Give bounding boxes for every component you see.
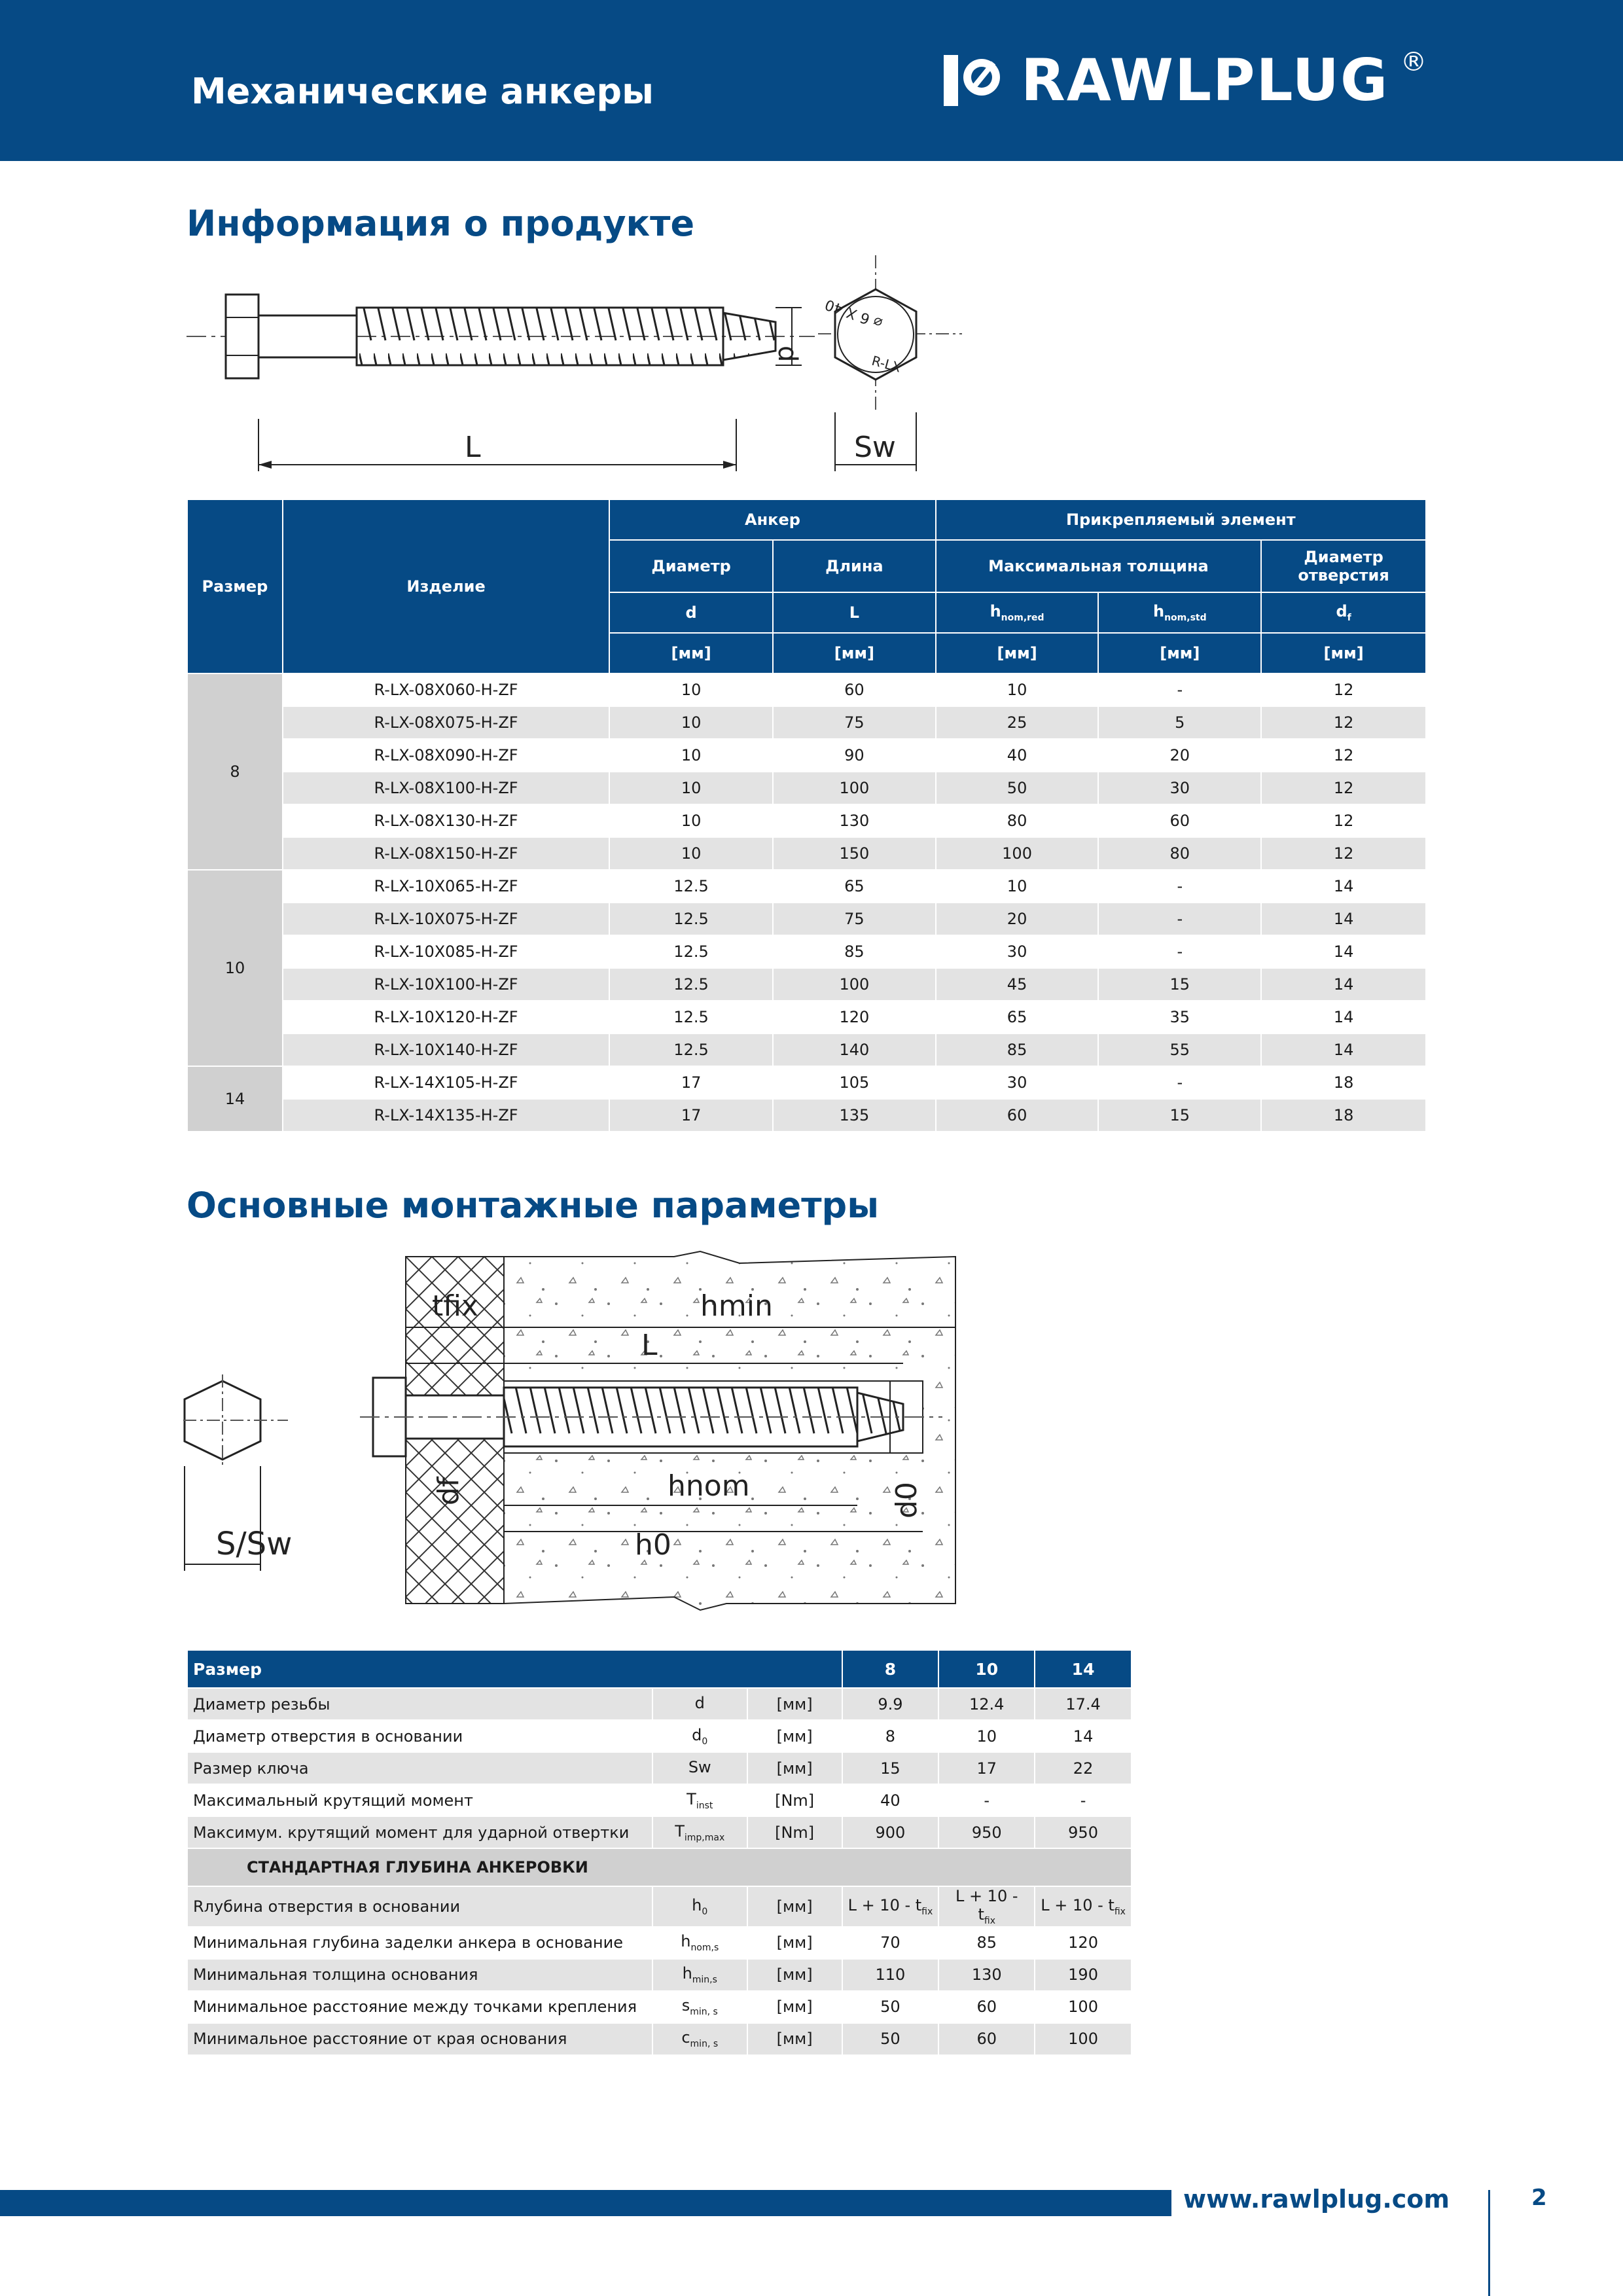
value-cell: - [1098, 903, 1261, 935]
t2-header-size: Размер [187, 1650, 842, 1688]
sym-df: $d_f$ [1261, 592, 1426, 633]
table-row [187, 1688, 1132, 1720]
item-code-cell: R-LX-10X065-H-ZF [283, 870, 609, 903]
value-cell: 17.4 [1035, 1688, 1132, 1720]
value-cell: - [1035, 1784, 1132, 1816]
value-cell: 30 [1098, 772, 1261, 804]
dim-d-label: d [772, 346, 802, 363]
item-code-cell: R-LX-14X135-H-ZF [283, 1099, 609, 1132]
anchor-head-top-view-diagram [818, 249, 975, 484]
t2-header-size-14: 14 [1035, 1650, 1132, 1688]
col-header-length: Длина [773, 540, 936, 592]
value-cell: $L + 10 - t_{fix}$ [842, 1886, 939, 1927]
value-cell: 85 [936, 1033, 1099, 1066]
value-cell: 30 [936, 935, 1099, 968]
value-cell: 60 [938, 1991, 1035, 2023]
param-symbol: d [652, 1688, 747, 1720]
param-symbol: $s_{min, s}$ [652, 1991, 747, 2023]
t2-header-size-8: 8 [842, 1650, 939, 1688]
section-title-installation: Основные монтажные параметры [187, 1185, 880, 1226]
value-cell: 12.5 [609, 968, 773, 1001]
table-row [187, 1752, 1132, 1784]
section-title-product-info: Информация о продукте [187, 203, 695, 244]
value-cell: 10 [609, 837, 773, 870]
value-cell: - [1098, 673, 1261, 706]
table-row [187, 1033, 1426, 1066]
col-header-size: Размер [187, 499, 283, 673]
param-unit: [мм] [747, 1991, 842, 2023]
unit: [мм] [936, 633, 1099, 673]
value-cell: 140 [773, 1033, 936, 1066]
value-cell: 18 [1261, 1066, 1426, 1099]
param-label: Минимальная толщина основания [187, 1959, 652, 1991]
footer-bar [0, 2190, 1171, 2216]
param-unit: [Nm] [747, 1784, 842, 1816]
value-cell: - [1098, 870, 1261, 903]
registered-mark: ® [1400, 47, 1427, 77]
value-cell: 85 [773, 935, 936, 968]
value-cell: 30 [936, 1066, 1099, 1099]
size-cell: 10 [187, 870, 283, 1066]
value-cell: 17 [609, 1066, 773, 1099]
value-cell: 35 [1098, 1001, 1261, 1033]
sym-L: L [773, 592, 936, 633]
product-table [187, 499, 1427, 1132]
item-code-cell: R-LX-08X100-H-ZF [283, 772, 609, 804]
value-cell: 14 [1261, 903, 1426, 935]
sym-d: d [609, 592, 773, 633]
value-cell: 60 [938, 2023, 1035, 2055]
value-cell: 12.4 [938, 1688, 1035, 1720]
value-cell: 14 [1261, 1001, 1426, 1033]
value-cell: 12.5 [609, 935, 773, 968]
size-cell: 8 [187, 673, 283, 870]
table-row [187, 837, 1426, 870]
param-symbol: $c_{min, s}$ [652, 2023, 747, 2055]
installation-parameters-table [187, 1649, 1132, 2056]
table-row [187, 968, 1426, 1001]
value-cell: 50 [842, 1991, 939, 2023]
value-cell: - [1098, 935, 1261, 968]
param-label: Максимум. крутящий момент для ударной отвертки [187, 1816, 652, 1848]
table-row [187, 739, 1426, 772]
t2-header-size-10: 10 [938, 1650, 1035, 1688]
value-cell: 55 [1098, 1033, 1261, 1066]
value-cell: 9.9 [842, 1688, 939, 1720]
sym-hnomstd: $h_{nom,std}$ [1098, 592, 1261, 633]
subheader-row [187, 1848, 1132, 1886]
dim-hmin-label: hmin [700, 1289, 773, 1323]
value-cell: 120 [773, 1001, 936, 1033]
sym-hnomred: $h_{nom,red}$ [936, 592, 1099, 633]
value-cell: 100 [773, 772, 936, 804]
value-cell: 10 [609, 804, 773, 837]
table-row [187, 1816, 1132, 1848]
value-cell: 25 [936, 706, 1099, 739]
value-cell: 12 [1261, 739, 1426, 772]
unit: [мм] [1261, 633, 1426, 673]
value-cell: 45 [936, 968, 1099, 1001]
value-cell: 130 [773, 804, 936, 837]
value-cell: 12 [1261, 837, 1426, 870]
table-row [187, 772, 1426, 804]
value-cell: 65 [936, 1001, 1099, 1033]
param-unit: [мм] [747, 2023, 842, 2055]
table-row [187, 1991, 1132, 2023]
value-cell: 190 [1035, 1959, 1132, 1991]
value-cell: 900 [842, 1816, 939, 1848]
param-symbol: $d_0$ [652, 1720, 747, 1752]
page-number: 2 [1531, 2185, 1547, 2211]
table-row [187, 870, 1426, 903]
value-cell: 12.5 [609, 870, 773, 903]
param-unit: [мм] [747, 1752, 842, 1784]
value-cell: 20 [1098, 739, 1261, 772]
value-cell: - [938, 1784, 1035, 1816]
value-cell: 105 [773, 1066, 936, 1099]
value-cell: 12 [1261, 772, 1426, 804]
value-cell: 18 [1261, 1099, 1426, 1132]
param-symbol: $T_{inst}$ [652, 1784, 747, 1816]
param-label: Размер ключа [187, 1752, 652, 1784]
table-row [187, 935, 1426, 968]
value-cell: 10 [936, 673, 1099, 706]
value-cell: 50 [936, 772, 1099, 804]
value-cell: 10 [609, 772, 773, 804]
rawlplug-mark-icon [942, 54, 1008, 107]
col-header-item: Изделие [283, 499, 609, 673]
dim-hnom-label: hnom [668, 1469, 750, 1503]
param-unit: [мм] [747, 1688, 842, 1720]
value-cell: 150 [773, 837, 936, 870]
value-cell: 110 [842, 1959, 939, 1991]
page-header [0, 0, 1623, 161]
value-cell: 12.5 [609, 903, 773, 935]
value-cell: 60 [936, 1099, 1099, 1132]
value-cell: 40 [842, 1784, 939, 1816]
value-cell: $L + 10 - t_{fix}$ [1035, 1886, 1132, 1927]
param-symbol: $h_{nom,s}$ [652, 1927, 747, 1959]
unit: [мм] [773, 633, 936, 673]
value-cell: 15 [1098, 968, 1261, 1001]
table-row [187, 1927, 1132, 1959]
header-title: Механические анкеры [191, 71, 654, 112]
value-cell: 75 [773, 706, 936, 739]
value-cell: 100 [1035, 1991, 1132, 2023]
value-cell: 14 [1261, 1033, 1426, 1066]
value-cell: 20 [936, 903, 1099, 935]
param-label: Диаметр отверстия в основании [187, 1720, 652, 1752]
param-symbol: $h_{min,s}$ [652, 1959, 747, 1991]
item-code-cell: R-LX-10X075-H-ZF [283, 903, 609, 935]
item-code-cell: R-LX-10X120-H-ZF [283, 1001, 609, 1033]
table-row [187, 1066, 1426, 1099]
size-cell: 14 [187, 1066, 283, 1132]
table-row [187, 1099, 1426, 1132]
table-row [187, 1001, 1426, 1033]
table-row [187, 706, 1426, 739]
value-cell: 12 [1261, 706, 1426, 739]
value-cell: 10 [609, 706, 773, 739]
item-code-cell: R-LX-08X150-H-ZF [283, 837, 609, 870]
unit: [мм] [609, 633, 773, 673]
value-cell: 14 [1261, 935, 1426, 968]
head-marking-name: R-LX [870, 352, 903, 376]
value-cell: 80 [936, 804, 1099, 837]
value-cell: 70 [842, 1927, 939, 1959]
value-cell: 14 [1035, 1720, 1132, 1752]
param-unit: [Nm] [747, 1816, 842, 1848]
table-row [187, 1784, 1132, 1816]
value-cell: 65 [773, 870, 936, 903]
footer-divider [1488, 2190, 1490, 2296]
dim-L-label: L [641, 1329, 658, 1362]
dim-h0-label: h0 [635, 1528, 671, 1562]
value-cell: 85 [938, 1927, 1035, 1959]
col-header-max-thickness: Максимальная толщина [936, 540, 1261, 592]
item-code-cell: R-LX-10X140-H-ZF [283, 1033, 609, 1066]
param-label: Rлубина отверстия в основании [187, 1886, 652, 1927]
table-row [187, 903, 1426, 935]
value-cell: 90 [773, 739, 936, 772]
table-row [187, 1720, 1132, 1752]
value-cell: 15 [842, 1752, 939, 1784]
param-unit: [мм] [747, 1959, 842, 1991]
item-code-cell: R-LX-08X090-H-ZF [283, 739, 609, 772]
item-code-cell: R-LX-08X130-H-ZF [283, 804, 609, 837]
value-cell: - [1098, 1066, 1261, 1099]
value-cell: 12.5 [609, 1001, 773, 1033]
value-cell: 10 [609, 673, 773, 706]
subheader-standard-depth: СТАНДАРТНАЯ ГЛУБИНА АНКЕРОВКИ [187, 1848, 1132, 1886]
param-symbol: $T_{imp,max}$ [652, 1816, 747, 1848]
table-row [187, 2023, 1132, 2055]
unit: [мм] [1098, 633, 1261, 673]
rawlplug-logo [942, 46, 1427, 114]
dim-df-label: df [432, 1477, 465, 1505]
param-label: Минимальное расстояние от края основания [187, 2023, 652, 2055]
param-label: Минимальная глубина заделки анкера в основание [187, 1927, 652, 1959]
item-code-cell: R-LX-08X075-H-ZF [283, 706, 609, 739]
table-row [187, 1959, 1132, 1991]
value-cell: 15 [1098, 1099, 1261, 1132]
table-row [187, 804, 1426, 837]
value-cell: 75 [773, 903, 936, 935]
table-row [187, 673, 1426, 706]
value-cell: 50 [842, 2023, 939, 2055]
item-code-cell: R-LX-14X105-H-ZF [283, 1066, 609, 1099]
value-cell: 100 [936, 837, 1099, 870]
value-cell: 5 [1098, 706, 1261, 739]
item-code-cell: R-LX-10X085-H-ZF [283, 935, 609, 968]
value-cell: 12 [1261, 804, 1426, 837]
value-cell: 100 [1035, 2023, 1132, 2055]
head-marking-size: ⌀ 6 X 40 [823, 295, 885, 332]
item-code-cell: R-LX-08X060-H-ZF [283, 673, 609, 706]
value-cell: 8 [842, 1720, 939, 1752]
value-cell: 22 [1035, 1752, 1132, 1784]
value-cell: 60 [773, 673, 936, 706]
value-cell: 10 [938, 1720, 1035, 1752]
dim-d0-label: d0 [890, 1482, 923, 1518]
item-code-cell: R-LX-10X100-H-ZF [283, 968, 609, 1001]
value-cell: 80 [1098, 837, 1261, 870]
value-cell: 60 [1098, 804, 1261, 837]
param-symbol: $h_0$ [652, 1886, 747, 1927]
value-cell: 17 [609, 1099, 773, 1132]
value-cell: $L + 10 - t_{fix}$ [938, 1886, 1035, 1927]
value-cell: 130 [938, 1959, 1035, 1991]
installation-diagram [183, 1244, 969, 1617]
value-cell: 40 [936, 739, 1099, 772]
param-unit: [мм] [747, 1927, 842, 1959]
value-cell: 12.5 [609, 1033, 773, 1066]
dim-SSw-label: S/Sw [216, 1526, 293, 1562]
param-label: Максимальный крутящий момент [187, 1784, 652, 1816]
value-cell: 10 [936, 870, 1099, 903]
value-cell: 17 [938, 1752, 1035, 1784]
col-header-diameter: Диаметр [609, 540, 773, 592]
value-cell: 135 [773, 1099, 936, 1132]
value-cell: 950 [1035, 1816, 1132, 1848]
value-cell: 120 [1035, 1927, 1132, 1959]
footer-website-link[interactable]: www.rawlplug.com [1183, 2185, 1450, 2214]
param-unit: [мм] [747, 1886, 842, 1927]
value-cell: 950 [938, 1816, 1035, 1848]
dim-tfix-label: tfix [432, 1289, 479, 1323]
value-cell: 14 [1261, 968, 1426, 1001]
value-cell: 12 [1261, 673, 1426, 706]
value-cell: 100 [773, 968, 936, 1001]
value-cell: 10 [609, 739, 773, 772]
value-cell: 14 [1261, 870, 1426, 903]
dim-L-label: L [465, 431, 481, 464]
col-header-anchor: Анкер [609, 499, 935, 540]
param-label: Диаметр резьбы [187, 1688, 652, 1720]
param-label: Минимальное расстояние между точками крепления [187, 1991, 652, 2023]
col-header-hole-diameter: Диаметр отверстия [1261, 540, 1426, 592]
brand-name: RAWLPLUG [1021, 46, 1389, 114]
param-unit: [мм] [747, 1720, 842, 1752]
param-symbol: Sw [652, 1752, 747, 1784]
dim-Sw-label: Sw [854, 431, 896, 464]
table-row [187, 1886, 1132, 1927]
hex-head-view [183, 1374, 292, 1571]
col-header-attached: Прикрепляемый элемент [936, 499, 1426, 540]
